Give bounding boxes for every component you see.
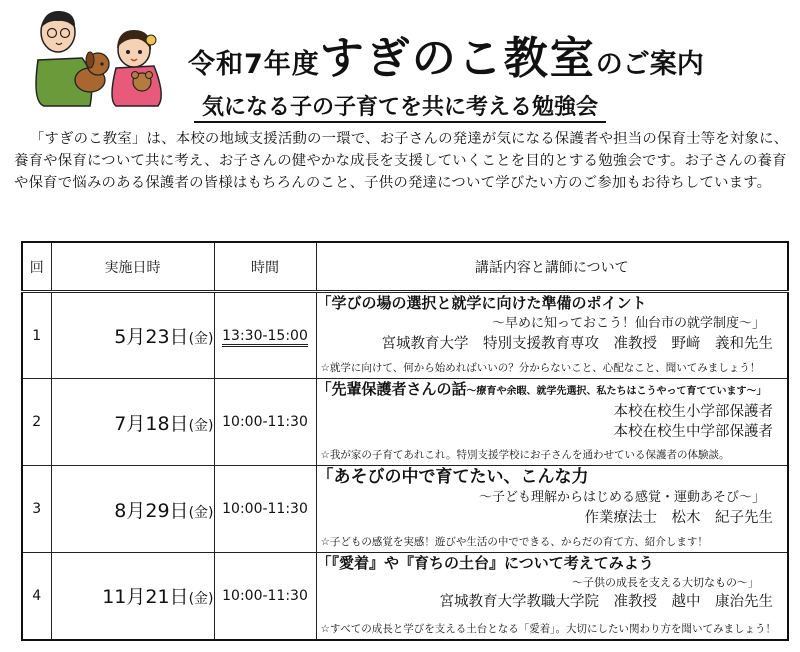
title-suffix: のご案内 (595, 49, 704, 80)
schedule-table (21, 241, 789, 641)
intro-paragraph: 「すぎのこ教室」は、本校の地域支援活動の一環で、お子さんの発達が気になる保護者や担当の保育士等を対象に、養育や保育について共に考え、お子さんの健やかな成長を支援していくことを目的とする勉強会です。お子さんの養育や保育で悩みのある保護者の皆様はもちろんのこと、子供の発達について学びたい方のご参加もお待ちしています。 (14, 131, 789, 191)
subtitle-text: 気になる子の子育てを共に考える勉強会 (194, 95, 606, 123)
time-text: 13:30-15:00 (222, 328, 308, 347)
header-date: 実施日時 (51, 242, 214, 292)
page-subtitle (0, 90, 800, 121)
table-row (22, 379, 788, 466)
session-time (214, 466, 316, 553)
title-prefix: 令和7年度 (188, 49, 320, 80)
session-number: 3 (22, 466, 51, 553)
lecture-subtitle: ～子供の成長を支える大切なもの～」 (572, 576, 759, 589)
table-row (22, 553, 788, 640)
lecture-title-note: ～療育や余暇、就学先選択、私たちはこうやって育てています～」 (466, 386, 767, 397)
lecture-memo: ☆子どもの感覚を実感！遊びや生活の中でできる、からだの育て方、紹介します！ (320, 536, 708, 548)
lecture-memo: ☆すべての成長と学びを支える土台となる「愛着」。大切にしたい関わり方を聞いてみましょう！ (320, 622, 776, 635)
weekday-text: (金) (188, 331, 214, 347)
session-content (316, 466, 788, 553)
session-content (316, 379, 788, 466)
session-time (214, 379, 316, 466)
lecture-subtitle: ～早めに知っておこう！仙台市の就学制度～」 (491, 316, 765, 331)
weekday-text: (金) (188, 417, 214, 434)
time-text: 10:00-11:30 (222, 501, 308, 517)
lecture-title: 「『愛着』や『育ちの土台』について考えてみよう (316, 554, 654, 572)
speaker: 本校在校生小学部保護者 (613, 404, 773, 420)
session-time (214, 553, 316, 640)
header-content: 講話内容と講師について (316, 242, 788, 292)
speaker: 宮城教育大学教職大学院 准教授 越中 康治先生 (439, 594, 773, 610)
time-text: 10:00-11:30 (222, 587, 308, 604)
session-date (51, 553, 214, 640)
speaker: 宮城教育大学 特別支援教育専攻 准教授 野﨑 義和先生 (381, 336, 773, 352)
lecture-title: 「あそびの中で育てたい、こんな力 (316, 467, 589, 487)
table-row (22, 466, 788, 553)
table-header-row (22, 242, 788, 292)
speaker: 本校在校生中学部保護者 (613, 424, 773, 440)
lecture-title: 「学びの場の選択と就学に向けた準備のポイント (316, 294, 647, 312)
session-date (51, 466, 214, 553)
session-content (316, 553, 788, 640)
table-row (22, 292, 788, 379)
date-text: 8月29日 (114, 499, 189, 522)
lecture-memo: ☆就学に向けて、何から始めればいいの？分からないこと、心配なこと、聞いてみましょう！ (320, 362, 761, 374)
lecture-title: 「先輩保護者さんの話 (316, 380, 467, 398)
session-date (51, 292, 214, 379)
lecture-subtitle: ～子ども理解からはじめる感覚・運動あそび～」 (478, 490, 765, 505)
page-title (188, 22, 788, 92)
session-number: 2 (22, 379, 51, 466)
lecture-memo: ☆我が家の子育てあれこれ。特別支援学校にお子さんを通わせている保護者の体験談。 (320, 449, 730, 461)
weekday-text: (金) (188, 591, 214, 608)
header-time: 時間 (214, 242, 316, 292)
lecture-title-line (317, 379, 788, 402)
session-content (316, 292, 788, 379)
date-text: 11月21日 (102, 586, 189, 609)
weekday-text: (金) (188, 504, 214, 521)
session-number: 1 (22, 292, 51, 379)
session-date (51, 379, 214, 466)
title-main: すぎのこ教室 (319, 33, 596, 84)
header-num: 回 (22, 242, 51, 292)
date-text: 5月23日 (114, 326, 189, 348)
session-number: 4 (22, 553, 51, 640)
session-time (214, 292, 316, 379)
speaker: 作業療法士 松木 紀子先生 (584, 510, 773, 526)
date-text: 7月18日 (114, 412, 189, 435)
time-text: 10:00-11:30 (222, 414, 308, 430)
